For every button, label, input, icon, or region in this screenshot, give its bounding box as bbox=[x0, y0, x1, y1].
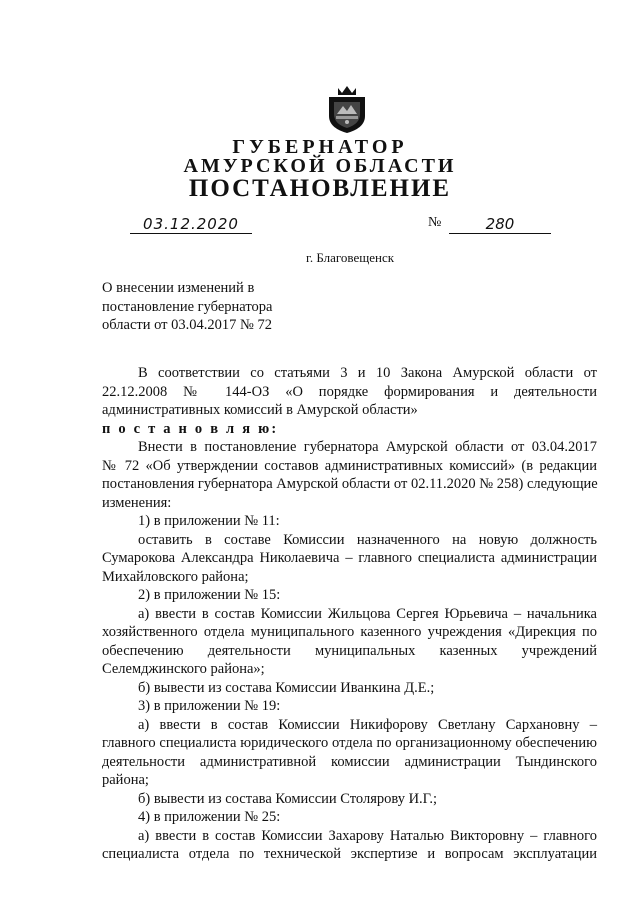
appendix-heading: 1) в приложении № 11: bbox=[138, 513, 280, 529]
body-line: В соответствии со статьями 3 и 10 Закона Амурской области от bbox=[138, 365, 597, 381]
body-line: обеспечению деятельности муниципальных казенных учреждений bbox=[102, 642, 597, 659]
document-body bbox=[102, 364, 597, 864]
subject-line: области от 03.04.2017 № 72 bbox=[102, 317, 272, 333]
body-line: № 72 «Об утверждении составов административных комиссий» (в редакции bbox=[102, 457, 597, 474]
subject-line: О внесении изменений в bbox=[102, 280, 255, 296]
number-label: № bbox=[428, 215, 442, 230]
body-line: главного специалиста юридического отдела по организационному обеспечению bbox=[102, 735, 597, 751]
body-line: б) вывести из состава Комиссии Столярову И.Г.; bbox=[138, 790, 438, 807]
document-subject bbox=[102, 279, 272, 335]
body-line: 22.12.2008 № 144-ОЗ «О порядке формирования и деятельности bbox=[102, 383, 597, 400]
appendix-heading: 4) в приложении № 25: bbox=[138, 809, 281, 825]
body-line: района; bbox=[102, 772, 149, 788]
resolve-word: п о с т а н о в л я ю: bbox=[102, 420, 279, 437]
body-line: б) вывести из состава Комиссии Иванкина Д.Е.; bbox=[138, 679, 435, 696]
body-line: Михайловского района; bbox=[102, 568, 249, 585]
body-line: а) ввести в состав Комиссии Захарову Наталью Викторовну – главного bbox=[138, 827, 597, 844]
body-line: Внести в постановление губернатора Амурской области от 03.04.2017 bbox=[138, 439, 597, 455]
body-line: административных комиссий в Амурской области» bbox=[102, 402, 418, 418]
body-line: оставить в составе Комиссии назначенного на новую должность bbox=[138, 531, 597, 548]
body-line: изменения: bbox=[102, 494, 172, 511]
body-line: деятельности административной комиссии администрации Тындинского bbox=[102, 753, 597, 770]
header-title-region: АМУРСКОЙ ОБЛАСТИ bbox=[183, 155, 457, 177]
body-line: хозяйственного отдела муниципального казенного учреждения «Дирекция по bbox=[102, 624, 597, 640]
body-line: специалиста отдела по технической экспертизе и вопросам эксплуатации bbox=[102, 846, 597, 862]
header-title-governor: ГУБЕРНАТОР bbox=[232, 136, 408, 158]
body-line: постановления губернатора Амурской области от 02.11.2020 № 258) следующие bbox=[102, 476, 598, 492]
body-line: а) ввести в состав Комиссии Жильцова Сергея Юрьевича – начальника bbox=[138, 605, 597, 622]
document-date: 03.12.2020 bbox=[130, 215, 252, 234]
body-line: а) ввести в состав Комиссии Никифорову Светлану Сархановну – bbox=[138, 716, 597, 733]
coat-of-arms-emblem bbox=[326, 84, 368, 134]
document-number: 280 bbox=[449, 215, 551, 234]
subject-line: постановление губернатора bbox=[102, 298, 273, 315]
appendix-heading: 3) в приложении № 19: bbox=[138, 698, 281, 714]
appendix-heading: 2) в приложении № 15: bbox=[138, 587, 281, 603]
body-line: Селемджинского района»; bbox=[102, 661, 265, 677]
body-line: Сумарокова Александра Николаевича – главного специалиста администрации bbox=[102, 550, 597, 566]
document-type-title: ПОСТАНОВЛЕНИЕ bbox=[188, 175, 452, 202]
city-name: г. Благовещенск bbox=[305, 250, 395, 265]
